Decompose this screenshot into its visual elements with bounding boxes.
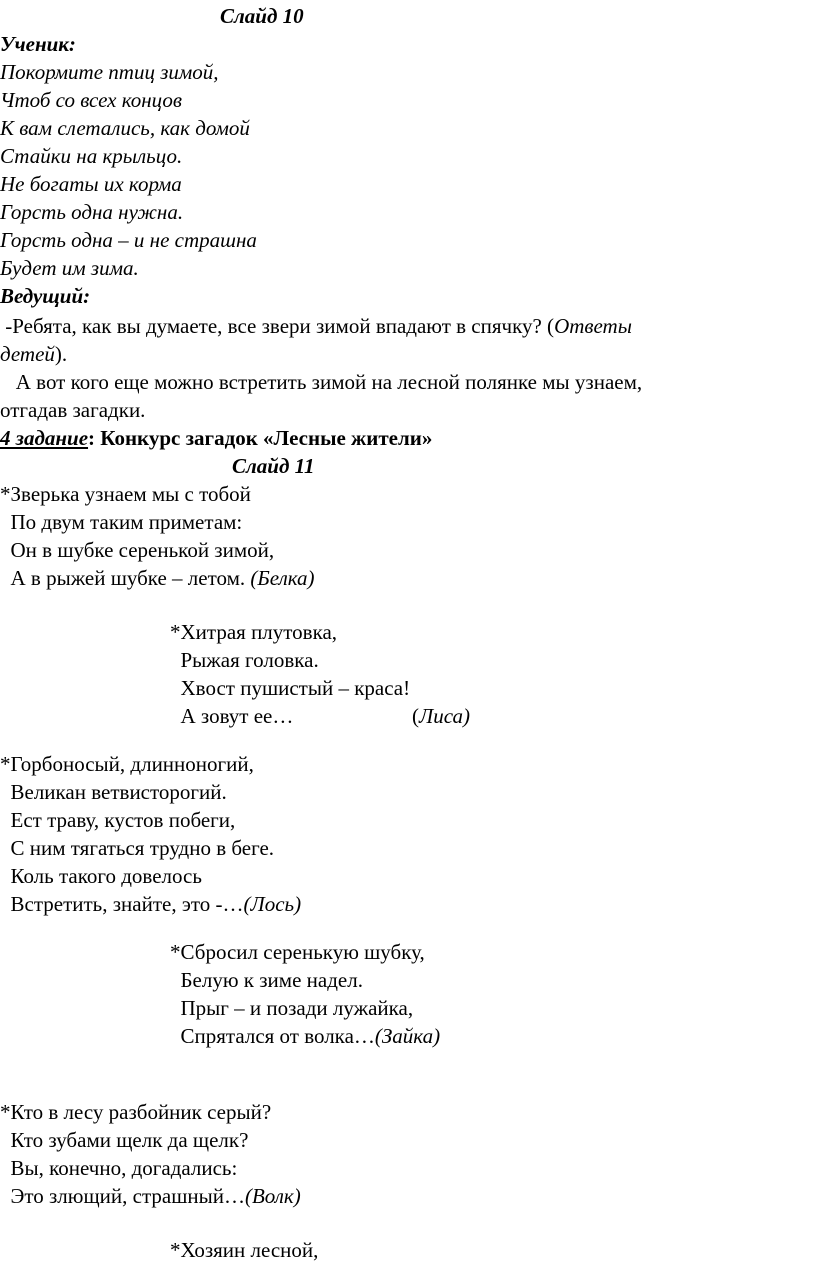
riddle-line bbox=[170, 1022, 440, 1050]
task4-heading bbox=[0, 424, 432, 452]
riddle-text: Встретить, знайте, это -… bbox=[0, 892, 244, 916]
poem-line: Горсть одна нужна. bbox=[0, 200, 184, 224]
riddle-line: С ним тягаться трудно в беге. bbox=[0, 836, 275, 860]
slide11-heading: Слайд 11 bbox=[232, 454, 315, 478]
riddle-line: Белую к зиме надел. bbox=[170, 968, 363, 992]
riddle-line: *Хитрая плутовка, bbox=[170, 620, 338, 644]
riddle-line: По двум таким приметам: bbox=[0, 510, 243, 534]
host-question-cont bbox=[0, 340, 67, 368]
riddle-line: Прыг – и позади лужайка, bbox=[170, 996, 414, 1020]
host-label: Ведущий: bbox=[0, 284, 91, 308]
riddle-text: Спрятался от волка… bbox=[170, 1024, 375, 1048]
task4-title: Конкурс загадок «Лесные жители» bbox=[95, 426, 433, 450]
riddle-line: *Хозяин лесной, bbox=[170, 1238, 319, 1262]
slide10-heading: Слайд 10 bbox=[220, 4, 304, 28]
riddle-line bbox=[0, 1182, 301, 1210]
student-label: Ученик: bbox=[0, 32, 76, 56]
riddle-line: Ест траву, кустов побеги, bbox=[0, 808, 236, 832]
riddle-line: *Горбоносый, длинноногий, bbox=[0, 752, 254, 776]
riddle-line: *Кто в лесу разбойник серый? bbox=[0, 1100, 272, 1124]
question-answer-italic: детей bbox=[0, 342, 55, 366]
task4-colon: : bbox=[88, 426, 96, 450]
poem-line: Не богаты их корма bbox=[0, 172, 182, 196]
riddle-line bbox=[0, 564, 315, 592]
intro-text: А вот кого еще можно встретить зимой на лесной полянке мы узнаем, bbox=[0, 370, 643, 394]
answer-text: Лиса) bbox=[419, 704, 470, 728]
poem-line: Будет им зима. bbox=[0, 256, 139, 280]
riddle-answer bbox=[412, 702, 470, 730]
poem-line: Горсть одна – и не страшна bbox=[0, 228, 257, 252]
riddle-line bbox=[0, 890, 301, 918]
poem-line: Чтоб со всех концов bbox=[0, 88, 183, 112]
riddle-line: А зовут ее… bbox=[170, 704, 294, 728]
riddle-line: Кто зубами щелк да щелк? bbox=[0, 1128, 249, 1152]
question-answer-italic: Ответы bbox=[554, 314, 632, 338]
riddle-line: *Зверька узнаем мы с тобой bbox=[0, 482, 251, 506]
riddle-answer: (Лось) bbox=[243, 892, 302, 916]
riddle-text: А в рыжей шубке – летом. bbox=[0, 566, 251, 590]
riddle-line: Великан ветвисторогий. bbox=[0, 780, 227, 804]
question-text: -Ребята, как вы думаете, все звери зимой впадают в спячку? ( bbox=[0, 314, 555, 338]
riddle-line: Рыжая головка. bbox=[170, 648, 319, 672]
poem-line: Покормите птиц зимой, bbox=[0, 60, 219, 84]
riddle-line: Вы, конечно, догадались: bbox=[0, 1156, 238, 1180]
riddle-line: Коль такого довелось bbox=[0, 864, 202, 888]
riddle-answer: (Волк) bbox=[244, 1184, 301, 1208]
riddle-answer: (Белка) bbox=[250, 566, 315, 590]
answer-open-paren: ( bbox=[412, 704, 419, 728]
riddle-line: Хвост пушистый – краса! bbox=[170, 676, 411, 700]
riddle-text: Это злющий, страшный… bbox=[0, 1184, 245, 1208]
task4-label: 4 задание bbox=[0, 426, 89, 450]
intro-text: отгадав загадки. bbox=[0, 398, 146, 422]
poem-line: Стайки на крыльцо. bbox=[0, 144, 183, 168]
riddle-line: *Сбросил серенькую шубку, bbox=[170, 940, 425, 964]
question-close: ). bbox=[54, 342, 68, 366]
riddle-answer: (Зайка) bbox=[374, 1024, 441, 1048]
poem-line: К вам слетались, как домой bbox=[0, 116, 250, 140]
riddle-line: Он в шубке серенькой зимой, bbox=[0, 538, 275, 562]
host-question bbox=[0, 312, 632, 340]
